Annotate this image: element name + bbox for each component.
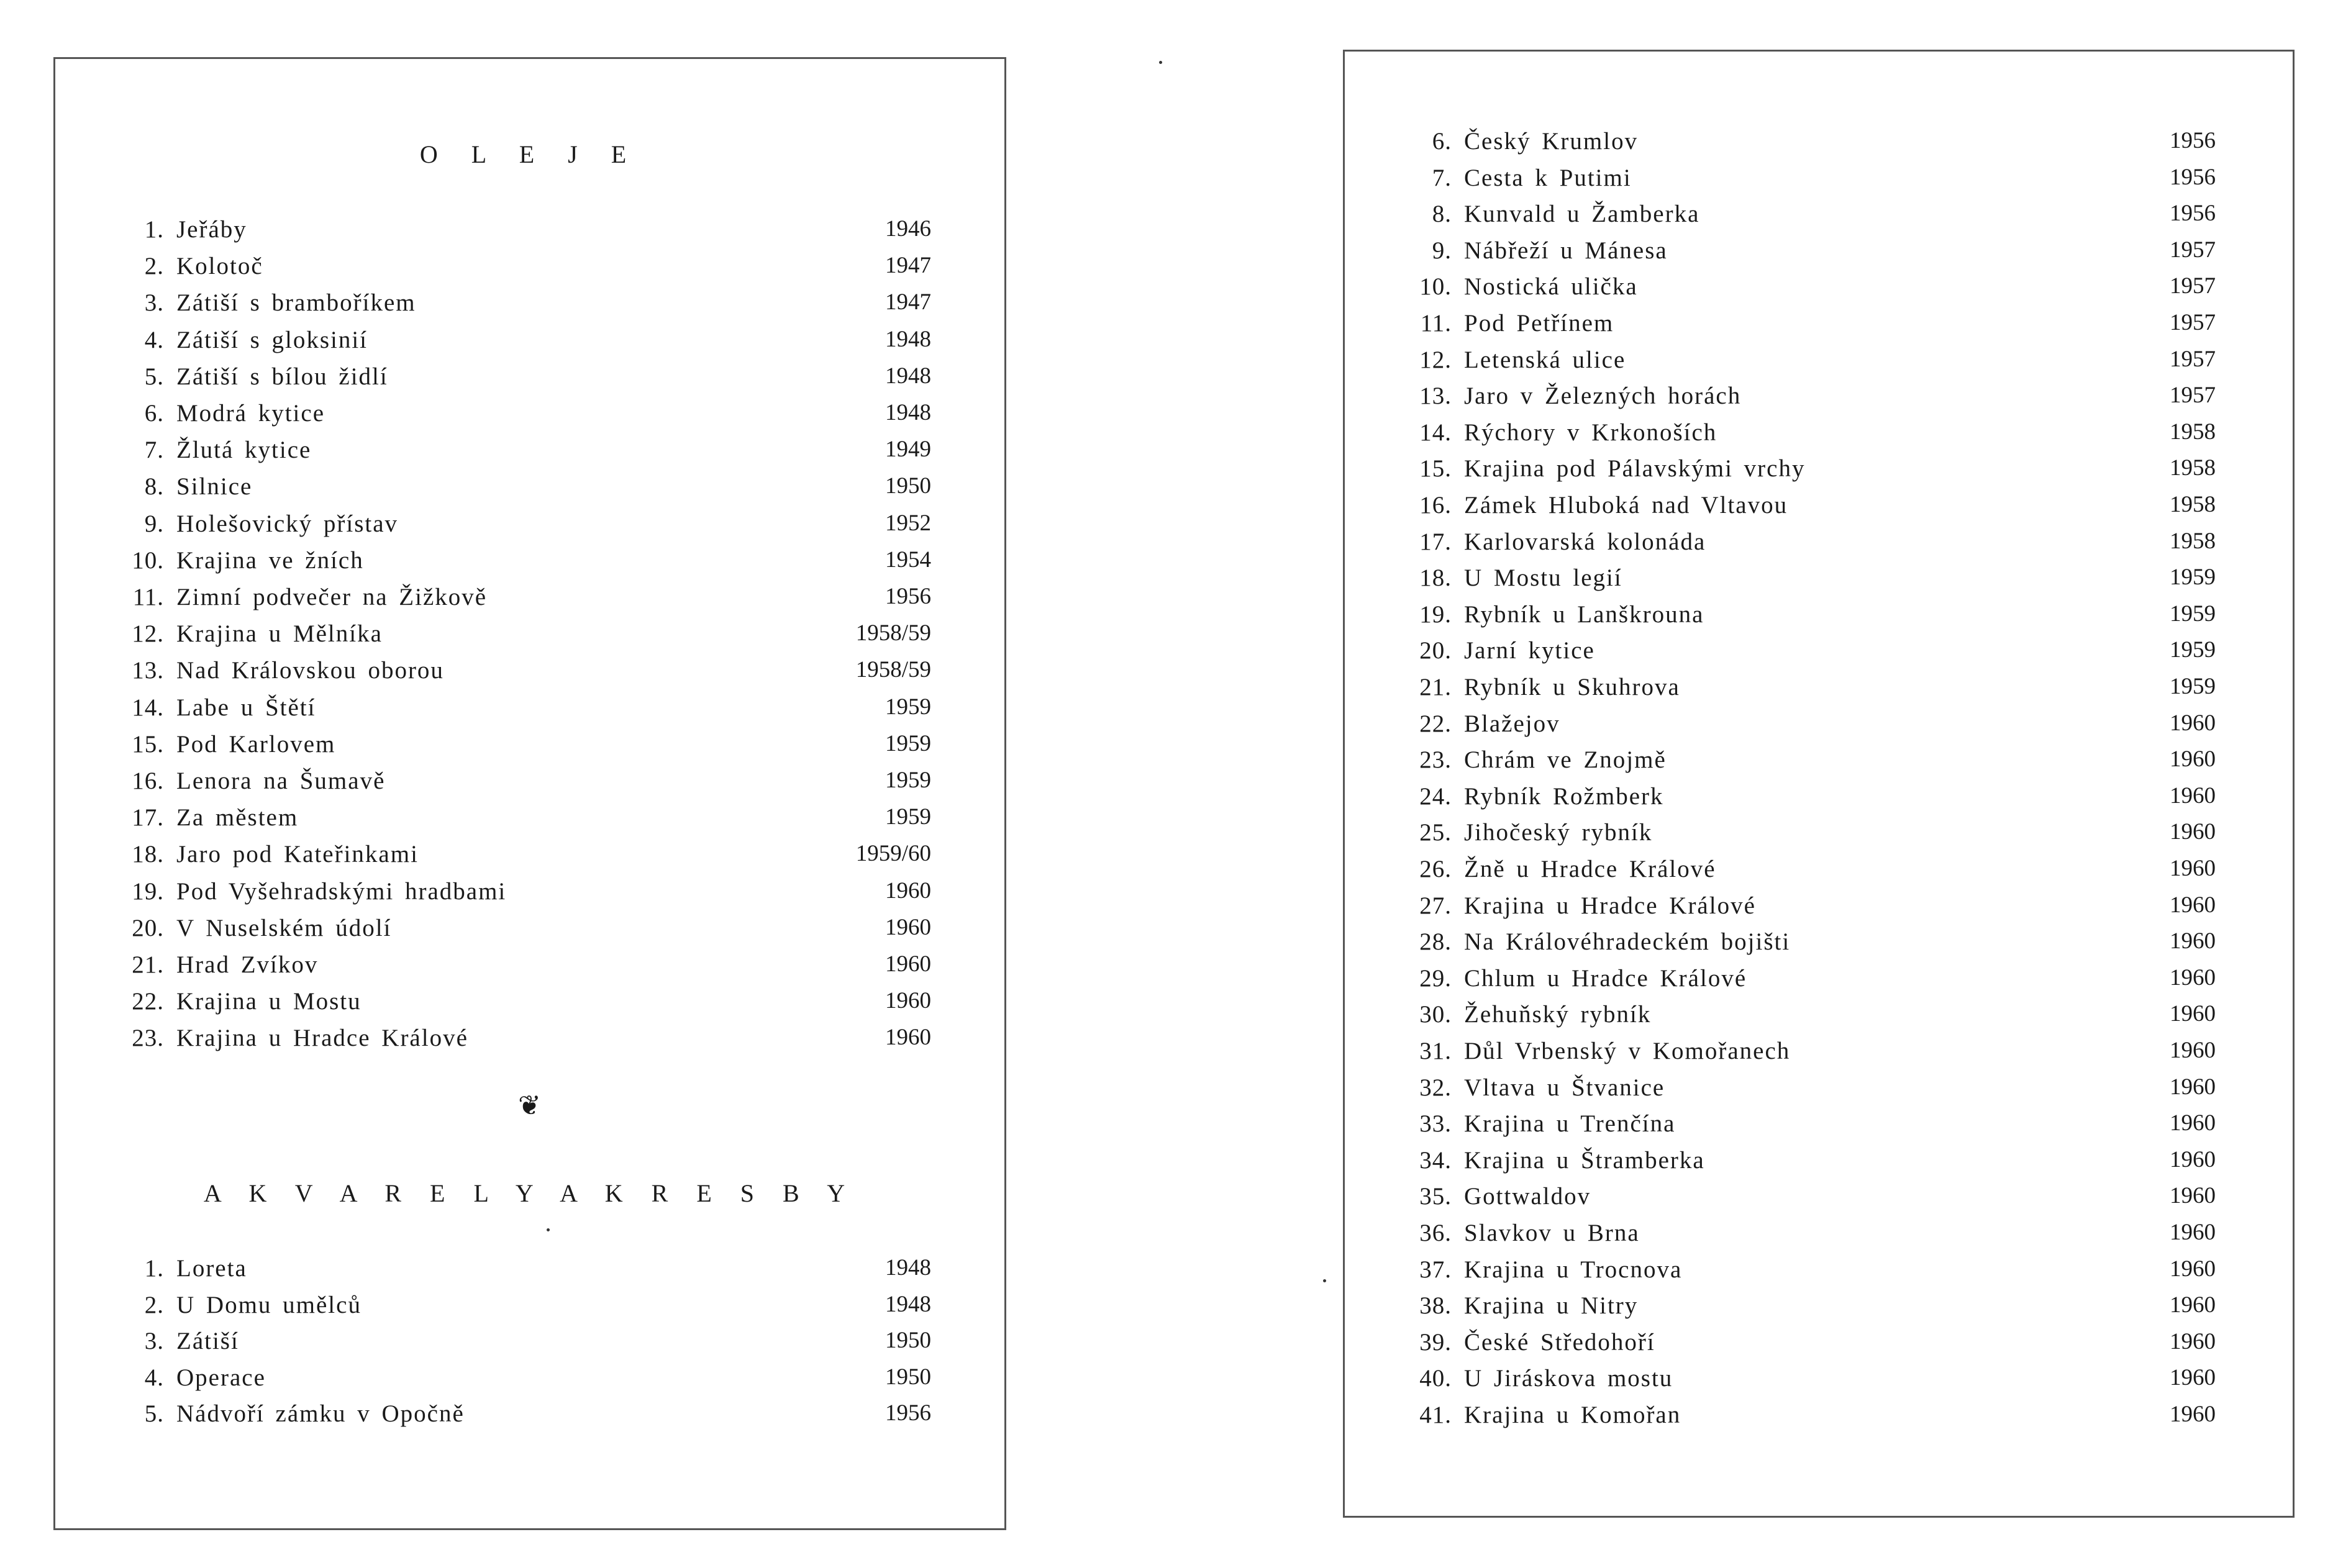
- list-item: [55, 326, 931, 362]
- item-year: 1959: [885, 804, 931, 830]
- item-year: 1957: [2170, 346, 2216, 372]
- list-item: [1345, 600, 2216, 637]
- item-year: 1960: [2170, 1365, 2216, 1391]
- item-title: Operace: [176, 1364, 266, 1391]
- item-number: 20.: [132, 914, 164, 941]
- item-number: 10.: [1419, 273, 1452, 301]
- item-title: Chlum u Hradce Králové: [1464, 964, 1747, 992]
- list-item: [1345, 818, 2216, 854]
- item-number: 13.: [1419, 383, 1452, 410]
- item-number: 34.: [1419, 1146, 1452, 1174]
- scan-speck: [1159, 61, 1162, 64]
- item-title: Hrad Zvíkov: [176, 951, 319, 978]
- item-number: 4.: [144, 1364, 164, 1391]
- item-year: 1960: [2170, 1292, 2216, 1318]
- item-number: 35.: [1419, 1183, 1452, 1210]
- list-item: [1345, 782, 2216, 818]
- item-year: 1956: [2170, 128, 2216, 153]
- list-item: [1345, 419, 2216, 455]
- item-number: 5.: [144, 363, 164, 390]
- list-item: [1345, 1110, 2216, 1146]
- item-title: Rybník u Skuhrova: [1464, 674, 1680, 700]
- item-year: 1956: [885, 584, 931, 609]
- list-item: [1345, 1182, 2216, 1218]
- item-number: 5.: [144, 1400, 164, 1427]
- item-number: 9.: [144, 510, 164, 537]
- item-year: 1957: [2170, 310, 2216, 335]
- item-number: 38.: [1419, 1292, 1452, 1320]
- item-title: Krajina u Hradce Králové: [1464, 892, 1756, 919]
- item-title: Zátiší s bílou židlí: [176, 363, 388, 390]
- item-title: Nostická ulička: [1464, 273, 1638, 301]
- list-item: [55, 1254, 931, 1290]
- list-item: [55, 1327, 931, 1363]
- item-title: Letenská ulice: [1464, 346, 1626, 373]
- item-title: U Mostu legií: [1464, 564, 1622, 592]
- item-number: 2.: [144, 253, 164, 280]
- list-item: [55, 951, 931, 987]
- list-item: [1345, 1364, 2216, 1400]
- item-number: 6.: [1432, 128, 1452, 155]
- item-title: Slavkov u Brna: [1464, 1220, 1640, 1246]
- item-year: 1960: [2170, 1074, 2216, 1100]
- item-number: 26.: [1419, 856, 1452, 882]
- item-year: 1960: [2170, 964, 2216, 990]
- item-title: Chrám ve Znojmě: [1464, 746, 1667, 774]
- item-year: 1947: [885, 253, 931, 279]
- item-year: 1960: [2170, 746, 2216, 773]
- item-title: Krajina u Štramberka: [1464, 1146, 1705, 1174]
- item-number: 25.: [1419, 819, 1452, 846]
- item-year: 1959: [2170, 564, 2216, 591]
- item-number: 3.: [144, 289, 164, 317]
- item-year: 1960: [2170, 1038, 2216, 1063]
- list-item: [55, 399, 931, 435]
- list-item: [55, 914, 931, 950]
- item-title: Za městem: [176, 804, 299, 832]
- section-heading-akvarely: A K V A R E L Y A K R E S B Y: [203, 1179, 857, 1207]
- item-title: Rybník Rožmberk: [1464, 782, 1664, 810]
- item-number: 32.: [1419, 1074, 1452, 1101]
- item-title: Karlovarská kolonáda: [1464, 528, 1706, 555]
- item-year: 1960: [2170, 819, 2216, 845]
- item-number: 10.: [132, 546, 164, 574]
- item-title: České Středohoří: [1464, 1328, 1655, 1356]
- item-number: 7.: [1432, 164, 1452, 191]
- item-year: 1952: [885, 510, 931, 536]
- item-title: Na Královéhradeckém bojišti: [1464, 928, 1791, 956]
- item-title: Krajina u Trocnova: [1464, 1256, 1683, 1283]
- list-item: [55, 510, 931, 546]
- item-year: 1960: [2170, 892, 2216, 918]
- item-number: 12.: [132, 620, 164, 648]
- item-year: 1960: [2170, 1110, 2216, 1136]
- item-number: 22.: [132, 988, 164, 1015]
- list-item: [55, 546, 931, 582]
- list-item: [1345, 564, 2216, 600]
- item-number: 39.: [1419, 1328, 1452, 1356]
- item-year: 1960: [885, 1025, 931, 1051]
- list-item: [1345, 1037, 2216, 1073]
- list-item: [55, 620, 931, 656]
- list-item: [55, 473, 931, 509]
- list-item: [1345, 164, 2216, 200]
- item-year: 1960: [2170, 1220, 2216, 1245]
- item-title: Kunvald u Žamberka: [1464, 201, 1700, 228]
- item-number: 31.: [1419, 1038, 1452, 1064]
- item-title: Český Krumlov: [1464, 128, 1639, 155]
- item-title: Žně u Hradce Králové: [1464, 856, 1716, 882]
- item-title: Silnice: [176, 473, 253, 501]
- item-year: 1959: [885, 768, 931, 793]
- list-item: [55, 656, 931, 692]
- item-number: 24.: [1419, 782, 1452, 810]
- item-number: 4.: [144, 326, 164, 353]
- item-number: 28.: [1419, 928, 1452, 956]
- item-year: 1959: [2170, 637, 2216, 663]
- list-item: [55, 1400, 931, 1436]
- item-title: Cesta k Putimi: [1464, 164, 1632, 191]
- item-number: 7.: [144, 437, 164, 464]
- list-item: [55, 730, 931, 766]
- item-number: 17.: [132, 804, 164, 832]
- item-number: 8.: [144, 473, 164, 501]
- item-number: 16.: [1419, 492, 1452, 519]
- item-year: 1956: [2170, 201, 2216, 227]
- item-title: Krajina u Hradce Králové: [176, 1025, 468, 1052]
- item-year: 1957: [2170, 237, 2216, 263]
- item-title: Jihočeský rybník: [1464, 819, 1653, 846]
- item-title: Krajina u Trenčína: [1464, 1110, 1676, 1138]
- list-item: [1345, 964, 2216, 1000]
- item-number: 41.: [1419, 1402, 1452, 1428]
- list-item: [1345, 1000, 2216, 1036]
- list-item: [55, 877, 931, 913]
- list-item: [1345, 637, 2216, 673]
- list-item: [55, 1024, 931, 1060]
- item-title: Krajina u Mělníka: [176, 620, 383, 648]
- list-item: [55, 1364, 931, 1400]
- item-title: Jeřáby: [176, 216, 247, 243]
- item-title: Krajina u Nitry: [1464, 1292, 1639, 1320]
- item-number: 2.: [144, 1291, 164, 1318]
- item-year: 1960: [2170, 710, 2216, 736]
- item-year: 1960: [2170, 1402, 2216, 1427]
- list-item: [1345, 273, 2216, 309]
- item-number: 37.: [1419, 1256, 1452, 1283]
- item-year: 1948: [885, 326, 931, 352]
- item-title: U Jiráskova mostu: [1464, 1365, 1673, 1392]
- list-item: [1345, 710, 2216, 746]
- list-item: [1345, 673, 2216, 709]
- section-heading-oleje: O L E J E: [419, 140, 640, 168]
- item-number: 11.: [1420, 310, 1452, 337]
- item-title: Pod Karlovem: [176, 730, 336, 758]
- item-title: V Nuselském údolí: [176, 914, 392, 941]
- item-year: 1959: [2170, 600, 2216, 627]
- item-year: 1958/59: [855, 620, 931, 646]
- item-number: 20.: [1419, 637, 1452, 664]
- list-item: [55, 215, 931, 252]
- item-title: Modrá kytice: [176, 400, 325, 427]
- item-number: 29.: [1419, 964, 1452, 992]
- item-number: 15.: [1419, 455, 1452, 483]
- item-year: 1956: [885, 1400, 931, 1426]
- item-title: Jaro pod Kateřinkami: [176, 841, 419, 868]
- list-item: [1345, 746, 2216, 782]
- item-year: 1958: [2170, 455, 2216, 481]
- item-title: Rybník u Lanškrouna: [1464, 600, 1704, 628]
- list-item: [1345, 382, 2216, 418]
- list-item: [1345, 1256, 2216, 1292]
- list-item: [1345, 928, 2216, 964]
- item-title: Gottwaldov: [1464, 1183, 1591, 1210]
- list-item: [55, 987, 931, 1023]
- item-year: 1960: [2170, 1001, 2216, 1027]
- item-title: Pod Petřínem: [1464, 310, 1614, 337]
- item-year: 1948: [885, 1255, 931, 1280]
- list-item: [55, 767, 931, 803]
- item-title: Blažejov: [1464, 710, 1560, 737]
- item-number: 6.: [144, 400, 164, 427]
- item-title: Žehuňský rybník: [1464, 1001, 1652, 1028]
- list-item: [1345, 309, 2216, 345]
- list-item: [1345, 1146, 2216, 1182]
- item-title: Pod Vyšehradskými hradbami: [176, 877, 507, 905]
- item-title: Kolotoč: [176, 253, 263, 280]
- scan-speck: [1323, 1279, 1326, 1282]
- list-item: [1345, 1401, 2216, 1437]
- item-number: 21.: [132, 951, 164, 978]
- item-title: Nádvoří zámku v Opočně: [176, 1400, 465, 1427]
- item-title: Jaro v Železných horách: [1464, 383, 1742, 410]
- item-number: 14.: [1419, 419, 1452, 446]
- item-number: 19.: [132, 877, 164, 905]
- item-number: 11.: [132, 584, 164, 610]
- list-item: [1345, 1074, 2216, 1110]
- item-number: 23.: [132, 1025, 164, 1052]
- list-item: [55, 583, 931, 619]
- right-page: [1343, 50, 2295, 1518]
- list-item: [1345, 1328, 2216, 1364]
- list-item: [55, 840, 931, 876]
- item-year: 1960: [2170, 1146, 2216, 1172]
- item-title: Zátiší s gloksinií: [176, 326, 368, 353]
- list-item: [1345, 1292, 2216, 1328]
- item-title: Krajina ve žních: [176, 546, 364, 574]
- item-year: 1960: [2170, 1256, 2216, 1282]
- item-year: 1959: [2170, 674, 2216, 699]
- item-title: Krajina pod Pálavskými vrchy: [1464, 455, 1806, 483]
- item-title: Nábřeží u Mánesa: [1464, 237, 1668, 264]
- item-title: Vltava u Štvanice: [1464, 1074, 1665, 1101]
- item-number: 36.: [1419, 1220, 1452, 1246]
- item-year: 1960: [885, 951, 931, 977]
- item-year: 1948: [885, 400, 931, 425]
- item-year: 1958: [2170, 419, 2216, 445]
- item-year: 1954: [885, 546, 931, 573]
- item-title: Rýchory v Krkonoších: [1464, 419, 1717, 446]
- item-title: Zátiší: [176, 1328, 239, 1354]
- item-year: 1960: [2170, 928, 2216, 954]
- item-title: U Domu umělců: [176, 1291, 362, 1318]
- item-title: Holešovický přístav: [176, 510, 399, 537]
- item-title: Žlutá kytice: [176, 437, 312, 464]
- item-year: 1948: [885, 363, 931, 389]
- list-item: [1345, 455, 2216, 491]
- item-number: 21.: [1419, 674, 1452, 700]
- list-item: [1345, 200, 2216, 236]
- item-number: 18.: [1419, 564, 1452, 592]
- item-year: 1947: [885, 289, 931, 315]
- item-year: 1959: [885, 694, 931, 720]
- item-year: 1960: [885, 877, 931, 904]
- item-year: 1950: [885, 473, 931, 499]
- item-year: 1949: [885, 437, 931, 463]
- item-year: 1950: [885, 1328, 931, 1353]
- item-title: Zámek Hluboká nad Vltavou: [1464, 492, 1788, 519]
- item-year: 1960: [2170, 1328, 2216, 1354]
- item-number: 33.: [1419, 1110, 1452, 1138]
- item-title: Krajina u Mostu: [176, 988, 362, 1015]
- item-year: 1950: [885, 1364, 931, 1390]
- item-title: Loreta: [176, 1255, 247, 1282]
- item-number: 23.: [1419, 746, 1452, 774]
- item-number: 27.: [1419, 892, 1452, 919]
- item-title: Jarní kytice: [1464, 637, 1595, 664]
- list-item: [55, 289, 931, 325]
- item-year: 1958/59: [855, 657, 931, 683]
- item-title: Krajina u Komořan: [1464, 1402, 1681, 1428]
- item-number: 16.: [132, 768, 164, 794]
- item-year: 1959: [885, 730, 931, 756]
- list-item: [1345, 127, 2216, 163]
- item-year: 1946: [885, 216, 931, 242]
- item-title: Důl Vrbenský v Komořanech: [1464, 1038, 1791, 1064]
- item-title: Zátiší s bramboříkem: [176, 289, 416, 317]
- item-number: 14.: [132, 694, 164, 721]
- list-item: [55, 363, 931, 399]
- item-year: 1956: [2170, 164, 2216, 190]
- item-year: 1958: [2170, 528, 2216, 554]
- scan-speck: [547, 1228, 550, 1231]
- item-number: 15.: [132, 730, 164, 758]
- item-number: 3.: [144, 1328, 164, 1354]
- item-year: 1958: [2170, 492, 2216, 517]
- list-item: [1345, 855, 2216, 891]
- item-number: 17.: [1419, 528, 1452, 555]
- list-item: [55, 436, 931, 472]
- item-number: 30.: [1419, 1001, 1452, 1028]
- list-item: [1345, 892, 2216, 928]
- item-year: 1957: [2170, 383, 2216, 409]
- item-title: Lenora na Šumavě: [176, 768, 386, 794]
- item-number: 13.: [132, 657, 164, 684]
- item-number: 12.: [1419, 346, 1452, 373]
- left-page: [53, 57, 1006, 1530]
- item-year: 1957: [2170, 273, 2216, 299]
- list-item: [1345, 346, 2216, 382]
- item-number: 8.: [1432, 201, 1452, 228]
- item-year: 1960: [2170, 782, 2216, 809]
- item-number: 18.: [132, 841, 164, 868]
- list-item: [55, 694, 931, 730]
- list-item: [1345, 1219, 2216, 1255]
- list-item: [1345, 491, 2216, 527]
- item-number: 22.: [1419, 710, 1452, 737]
- list-item: [55, 804, 931, 840]
- item-year: 1960: [2170, 1183, 2216, 1209]
- list-item: [55, 1291, 931, 1327]
- item-year: 1960: [885, 988, 931, 1014]
- item-title: Labe u Štětí: [176, 694, 316, 721]
- list-item: [1345, 528, 2216, 564]
- item-number: 1.: [144, 1255, 164, 1282]
- list-item: [1345, 237, 2216, 273]
- item-year: 1948: [885, 1291, 931, 1317]
- item-number: 40.: [1419, 1365, 1452, 1392]
- item-year: 1960: [885, 914, 931, 940]
- item-year: 1960: [2170, 856, 2216, 881]
- item-title: Nad Královskou oborou: [176, 657, 444, 684]
- item-number: 1.: [144, 216, 164, 243]
- item-number: 19.: [1419, 600, 1452, 628]
- ornament-icon: ❦: [518, 1090, 541, 1121]
- item-year: 1959/60: [855, 841, 931, 867]
- list-item: [55, 252, 931, 288]
- item-number: 9.: [1432, 237, 1452, 264]
- item-title: Zimní podvečer na Žižkově: [176, 584, 488, 610]
